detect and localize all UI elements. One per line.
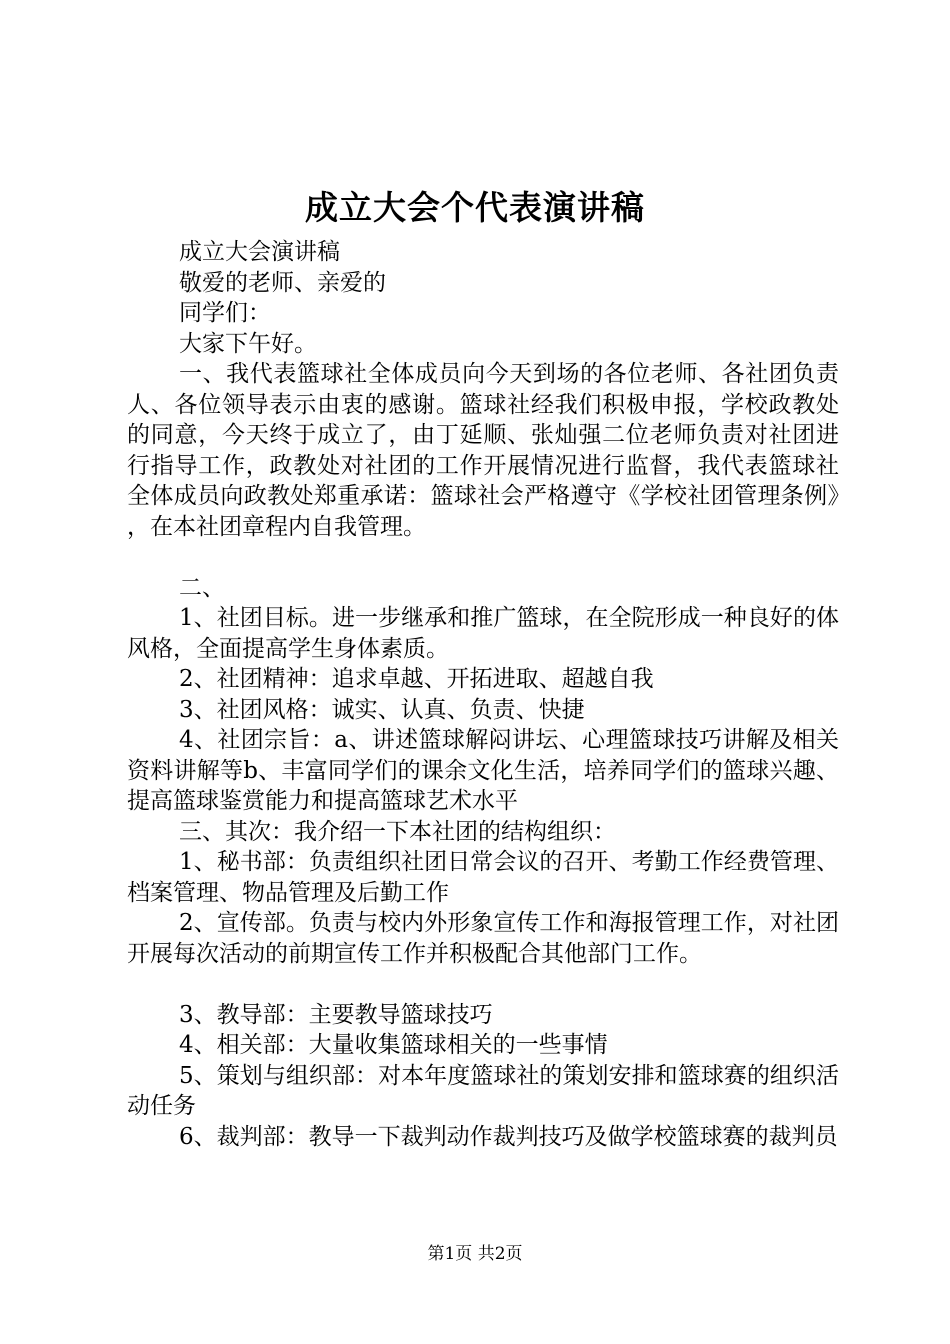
- paragraph: 4、相关部：大量收集篮球相关的一些事情: [179, 1032, 608, 1058]
- paragraph: 二、: [179, 574, 225, 601]
- page-footer: 第1页 共2页: [427, 1244, 523, 1264]
- paragraph: 同学们：: [179, 300, 271, 326]
- paragraph: 5、策划与组织部：对本年度篮球社的策划安排和篮球赛的组织活动任务: [127, 1062, 839, 1119]
- document-title: 成立大会个代表演讲稿: [305, 188, 645, 227]
- paragraph: 6、裁判部：教导一下裁判动作裁判技巧及做学校篮球赛的裁判员: [179, 1123, 838, 1150]
- paragraph: 1、秘书部：负责组织社团日常会议的召开、考勤工作经费管理、档案管理、物品管理及后勤工作: [127, 849, 839, 906]
- paragraph: 1、社团目标。进一步继承和推广篮球，在全院形成一种良好的体风格，全面提高学生身体素质。: [127, 605, 839, 662]
- blank-line: [127, 542, 839, 573]
- paragraph: 3、教导部：主要教导篮球技巧: [179, 1001, 493, 1028]
- paragraph: 三、其次：我介绍一下本社团的结构组织：: [179, 818, 616, 845]
- paragraph: 4、社团宗旨：a、讲述篮球解闷讲坛、心理篮球技巧讲解及相关资料讲解等b、丰富同学们的课余文化生活，培养同学们的篮球兴趣、提高篮球鉴赏能力和提高篮球艺术水平: [127, 727, 839, 814]
- blank-line: [127, 969, 839, 1000]
- document-body: [127, 237, 839, 1152]
- paragraph: 2、社团精神：追求卓越、开拓进取、超越自我: [179, 666, 654, 692]
- paragraph: 敬爱的老师、亲爱的: [179, 269, 386, 296]
- paragraph: 大家下午好。: [179, 330, 317, 357]
- paragraph: 成立大会演讲稿: [179, 239, 340, 265]
- paragraph: 2、宣传部。负责与校内外形象宣传工作和海报管理工作，对社团开展每次活动的前期宣传工作并积极配合其他部门工作。: [127, 910, 839, 967]
- paragraph: 3、社团风格：诚实、认真、负责、快捷: [179, 696, 585, 723]
- paragraph: 一、我代表篮球社全体成员向今天到场的各位老师、各社团负责人、各位领导表示由衷的感谢。篮球社经我们积极申报，学校政教处的同意，今天终于成立了，由丁延顺、张灿强二位老师负责对社团进行指导工作，政教处对社团的工作开展情况进行监督，我代表篮球社全体成员向政教处郑重承诺：篮球社会严格遵守《学校社团管理条例》，在本社团章程内自我管理。: [127, 361, 839, 540]
